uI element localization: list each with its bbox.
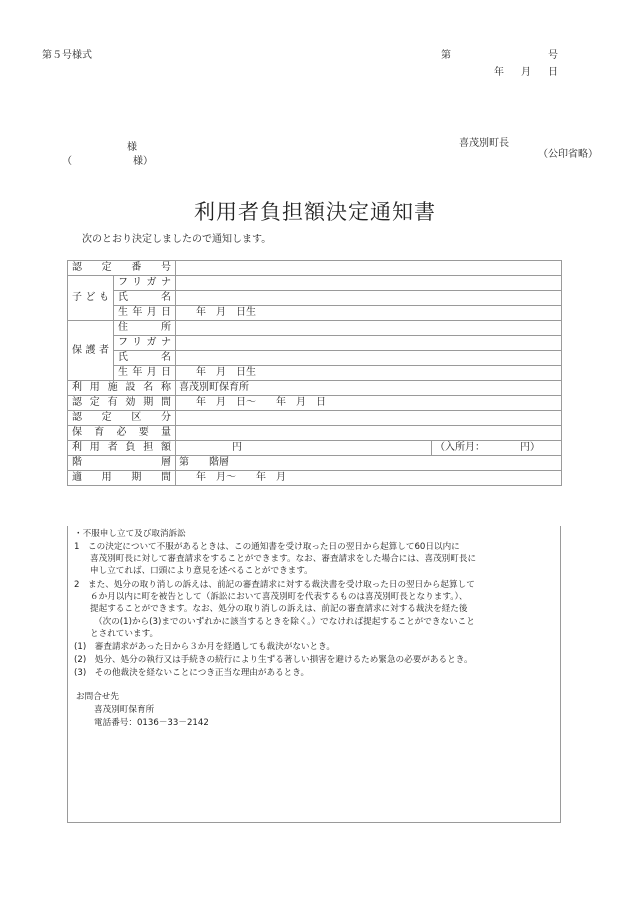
- doc-number-suffix: 号: [548, 50, 558, 61]
- note-line: （次の(1)から(3)までのいずれかに該当するときを除く。）でなければ提起することができないこと: [94, 617, 475, 627]
- page-title: 利用者負担額決定通知書: [194, 200, 436, 224]
- child-name-value: [176, 291, 562, 306]
- note-line: 申し立てれば、口頭により意見を述べることができます。: [90, 566, 313, 576]
- care-need-value: [176, 426, 562, 441]
- notice-table: [67, 260, 562, 486]
- note-line: 提起することができます。なお、処分の取り消しの訴えは、前記の審査請求に対する裁決を経た後: [90, 604, 468, 614]
- table-row: [68, 471, 562, 486]
- tier-value: 第 階層: [176, 456, 562, 471]
- child-name-label: 氏 名: [114, 291, 176, 306]
- care-need-label: 保育必要量: [68, 426, 176, 441]
- guardian-furigana-value: [176, 336, 562, 351]
- guardian-address-value: [176, 321, 562, 336]
- lead-text: 次のとおり決定しましたので通知します。: [82, 234, 272, 245]
- apply-period-label: 適 用 期 間: [68, 471, 176, 486]
- guardian-birth-value: 年 月 日生: [176, 366, 562, 381]
- date-year: 年: [494, 67, 504, 78]
- table-row: [68, 381, 562, 396]
- table-row: [68, 351, 562, 366]
- tier-label: 階 層: [68, 456, 176, 471]
- cert-class-value: [176, 411, 562, 426]
- guardian-group-label: 保護者: [68, 321, 114, 381]
- doc-number-prefix: 第: [441, 50, 451, 61]
- table-row: [68, 366, 562, 381]
- facility-label: 利用施設名称: [68, 381, 176, 396]
- child-birth-label: 生年月日: [114, 306, 176, 321]
- note-line: ６か月以内に町を被告として（訴訟において喜茂別町を代表するものは喜茂別町長となります。）、: [90, 592, 468, 602]
- guardian-furigana-label: フリガナ: [114, 336, 176, 351]
- table-row: [68, 441, 562, 456]
- cert-number-label: 認 定 番 号: [68, 261, 176, 276]
- guardian-address-label: 住 所: [114, 321, 176, 336]
- table-row: [68, 291, 562, 306]
- table-row: [68, 411, 562, 426]
- valid-period-value: 年 月 日～ 年 月 日: [176, 396, 562, 411]
- cert-number-value: [176, 261, 562, 276]
- note-item: (2) 処分、処分の執行又は手続きの続行により生ずる著しい損害を避けるため緊急の必要があるとき。: [74, 655, 473, 665]
- date-month: 月: [521, 67, 531, 78]
- sender-name: 喜茂別町長: [459, 138, 509, 149]
- table-row: [68, 336, 562, 351]
- note-item: (1) 審査請求があった日から３か月を経過しても裁決がないとき。: [74, 642, 335, 652]
- note-line: とされています。: [90, 629, 159, 639]
- entry-month-value: （入所月： 円）: [432, 441, 562, 456]
- valid-period-label: 認定有効期間: [68, 396, 176, 411]
- note-line: 1 この決定について不服があるときは、この通知書を受け取った日の翌日から起算して60日以内に: [74, 542, 460, 552]
- addressee-paren: （: [62, 156, 72, 167]
- guardian-birth-label: 生年月日: [114, 366, 176, 381]
- table-row: [68, 276, 562, 291]
- child-furigana-value: [176, 276, 562, 291]
- contact-heading: お問合せ先: [76, 692, 119, 702]
- table-row: [68, 306, 562, 321]
- notes-heading: ・不服申し立て及び取消訴訟: [74, 529, 186, 539]
- addressee-sama: 様: [127, 142, 137, 153]
- note-item: (3) その他裁決を経ないことにつき正当な理由があるとき。: [74, 668, 310, 678]
- contact-phone: 電話番号：0136－33－2142: [94, 718, 209, 728]
- seal-omitted: （公印省略）: [538, 149, 598, 160]
- table-row: [68, 426, 562, 441]
- addressee-sama-paren: 様）: [133, 156, 153, 167]
- child-birth-value: 年 月 日生: [176, 306, 562, 321]
- contact-office: 喜茂別町保育所: [94, 705, 155, 715]
- guardian-name-value: [176, 351, 562, 366]
- apply-period-value: 年 月～ 年 月: [176, 471, 562, 486]
- date-day: 日: [548, 67, 558, 78]
- child-furigana-label: フリガナ: [114, 276, 176, 291]
- notes-section: [67, 526, 561, 823]
- facility-value: 喜茂別町保育所: [176, 381, 562, 396]
- child-group-label: 子ども: [68, 276, 114, 321]
- note-line: 喜茂別町長に対して審査請求をすることができます。なお、審査請求をした場合には、喜茂別町長に: [90, 554, 477, 564]
- table-row: [68, 261, 562, 276]
- note-line: 2 また、処分の取り消しの訴えは、前記の審査請求に対する裁決書を受け取った日の翌日から起算して: [74, 580, 475, 590]
- form-number: 第５号様式: [42, 50, 92, 61]
- table-row: [68, 396, 562, 411]
- guardian-name-label: 氏 名: [114, 351, 176, 366]
- burden-value: 円: [176, 441, 432, 456]
- burden-label: 利用者負担額: [68, 441, 176, 456]
- table-row: [68, 456, 562, 471]
- cert-class-label: 認 定 区 分: [68, 411, 176, 426]
